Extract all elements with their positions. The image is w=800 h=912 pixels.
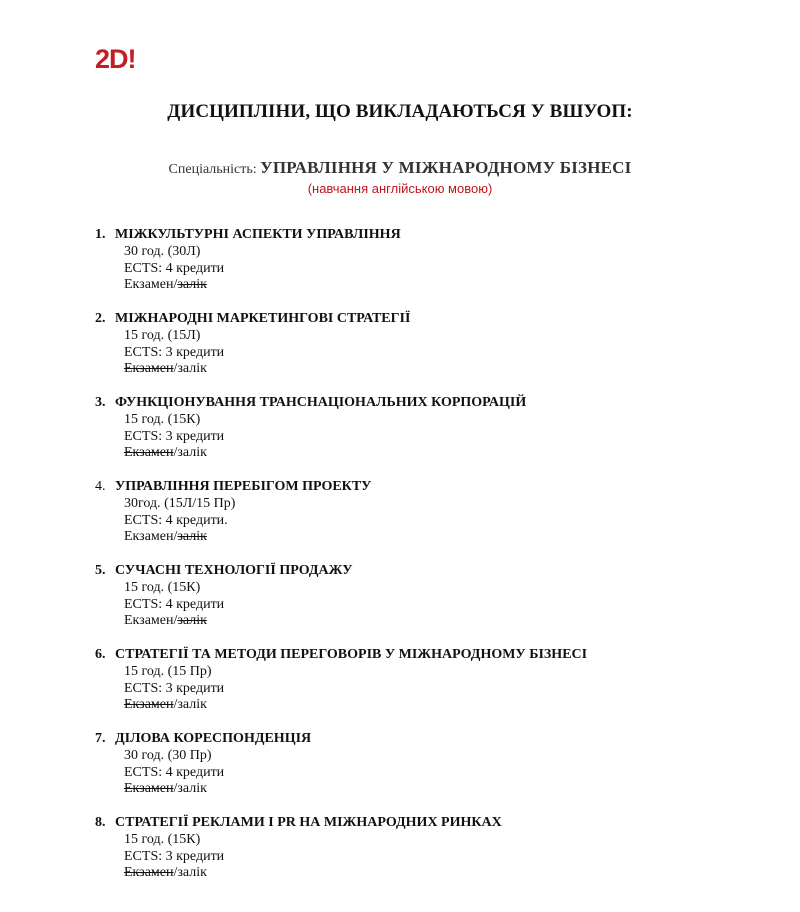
course-number: 7. xyxy=(95,731,106,746)
course-ects: ECTS: 3 кредити xyxy=(124,680,225,696)
course-assessment xyxy=(95,781,311,798)
course-item xyxy=(95,227,401,294)
course-assessment xyxy=(95,361,410,378)
course-ects: ECTS: 4 кредити xyxy=(124,764,225,780)
course-item xyxy=(95,731,311,798)
assessment-separator: / xyxy=(173,781,178,797)
course-title xyxy=(95,311,410,328)
course-item xyxy=(95,647,587,714)
assessment-exam: Екзамен xyxy=(124,361,174,377)
course-ects: ECTS: 3 кредити xyxy=(124,428,225,444)
course-name: МІЖНАРОДНІ МАРКЕТИНГОВІ СТРАТЕГІЇ xyxy=(115,311,411,326)
assessment-credit: залік xyxy=(177,277,207,293)
assessment-separator: / xyxy=(173,865,178,881)
course-title xyxy=(95,563,353,580)
course-assessment xyxy=(95,529,371,546)
course-hours: 15 год. (15К) xyxy=(124,579,201,595)
course-number: 8. xyxy=(95,815,106,830)
course-title xyxy=(95,227,401,244)
course-number: 4. xyxy=(95,479,106,494)
assessment-separator: / xyxy=(173,277,178,293)
course-name: УПРАВЛІННЯ ПЕРЕБІГОМ ПРОЕКТУ xyxy=(115,479,372,494)
course-name: СТРАТЕГІЇ РЕКЛАМИ І PR НА МІЖНАРОДНИХ РИНКАХ xyxy=(115,815,502,830)
course-ects: ECTS: 3 кредити xyxy=(124,344,225,360)
course-number: 6. xyxy=(95,647,106,662)
course-ects: ECTS: 4 кредити xyxy=(124,596,225,612)
language-note: (навчання англійською мовою) xyxy=(307,181,493,196)
assessment-credit: залік xyxy=(177,445,207,461)
assessment-exam: Екзамен xyxy=(124,277,174,293)
course-assessment xyxy=(95,445,526,462)
course-number: 2. xyxy=(95,311,106,326)
course-assessment xyxy=(95,697,587,714)
assessment-credit: залік xyxy=(177,865,207,881)
assessment-credit: залік xyxy=(177,361,207,377)
course-name: ДІЛОВА КОРЕСПОНДЕНЦІЯ xyxy=(115,731,312,746)
course-item xyxy=(95,395,526,462)
assessment-exam: Екзамен xyxy=(124,697,174,713)
course-ects: ECTS: 4 кредити. xyxy=(124,512,228,528)
course-name: ФУНКЦІОНУВАННЯ ТРАНСНАЦІОНАЛЬНИХ КОРПОРАЦІЙ xyxy=(115,395,527,410)
course-hours: 15 год. (15 Пр) xyxy=(124,663,212,679)
assessment-separator: / xyxy=(173,697,178,713)
course-hours: 30 год. (30Л) xyxy=(124,243,201,259)
course-ects: ECTS: 3 кредити xyxy=(124,848,225,864)
assessment-exam: Екзамен xyxy=(124,781,174,797)
specialty-label: Спеціальність: xyxy=(168,162,261,177)
assessment-separator: / xyxy=(173,613,178,629)
course-number: 1. xyxy=(95,227,106,242)
course-item xyxy=(95,563,353,630)
course-number: 3. xyxy=(95,395,106,410)
course-item xyxy=(95,815,502,882)
course-assessment xyxy=(95,865,502,882)
assessment-exam: Екзамен xyxy=(124,613,174,629)
assessment-credit: залік xyxy=(177,781,207,797)
course-title xyxy=(95,395,526,412)
course-hours: 15 год. (15Л) xyxy=(124,327,201,343)
course-title xyxy=(95,815,502,832)
assessment-separator: / xyxy=(173,445,178,461)
assessment-credit: залік xyxy=(177,697,207,713)
course-name: МІЖКУЛЬТУРНІ АСПЕКТИ УПРАВЛІННЯ xyxy=(115,227,401,242)
page-title: ДИСЦИПЛІНИ, ЩО ВИКЛАДАЮТЬСЯ У ВШУОП: xyxy=(167,101,633,122)
assessment-exam: Екзамен xyxy=(124,529,174,545)
assessment-credit: залік xyxy=(177,529,207,545)
assessment-exam: Екзамен xyxy=(124,865,174,881)
brand-logo: 2D! xyxy=(95,44,136,74)
assessment-credit: залік xyxy=(177,613,207,629)
course-hours: 30год. (15Л/15 Пр) xyxy=(124,495,236,511)
course-number: 5. xyxy=(95,563,106,578)
course-title xyxy=(95,647,587,664)
specialty-line xyxy=(0,158,800,178)
course-hours: 30 год. (30 Пр) xyxy=(124,747,212,763)
course-item xyxy=(95,311,410,378)
assessment-separator: / xyxy=(173,529,178,545)
course-item xyxy=(95,479,371,546)
assessment-exam: Екзамен xyxy=(124,445,174,461)
course-hours: 15 год. (15К) xyxy=(124,411,201,427)
specialty-value: УПРАВЛІННЯ У МІЖНАРОДНОМУ БІЗНЕСІ xyxy=(260,158,632,177)
course-assessment xyxy=(95,613,353,630)
course-title xyxy=(95,479,371,496)
course-assessment xyxy=(95,277,401,294)
course-ects: ECTS: 4 кредити xyxy=(124,260,225,276)
course-title xyxy=(95,731,311,748)
course-name: СУЧАСНІ ТЕХНОЛОГІЇ ПРОДАЖУ xyxy=(115,563,353,578)
course-name: СТРАТЕГІЇ ТА МЕТОДИ ПЕРЕГОВОРІВ У МІЖНАРОДНОМУ БІЗНЕСІ xyxy=(115,647,588,662)
assessment-separator: / xyxy=(173,361,178,377)
course-hours: 15 год. (15К) xyxy=(124,831,201,847)
